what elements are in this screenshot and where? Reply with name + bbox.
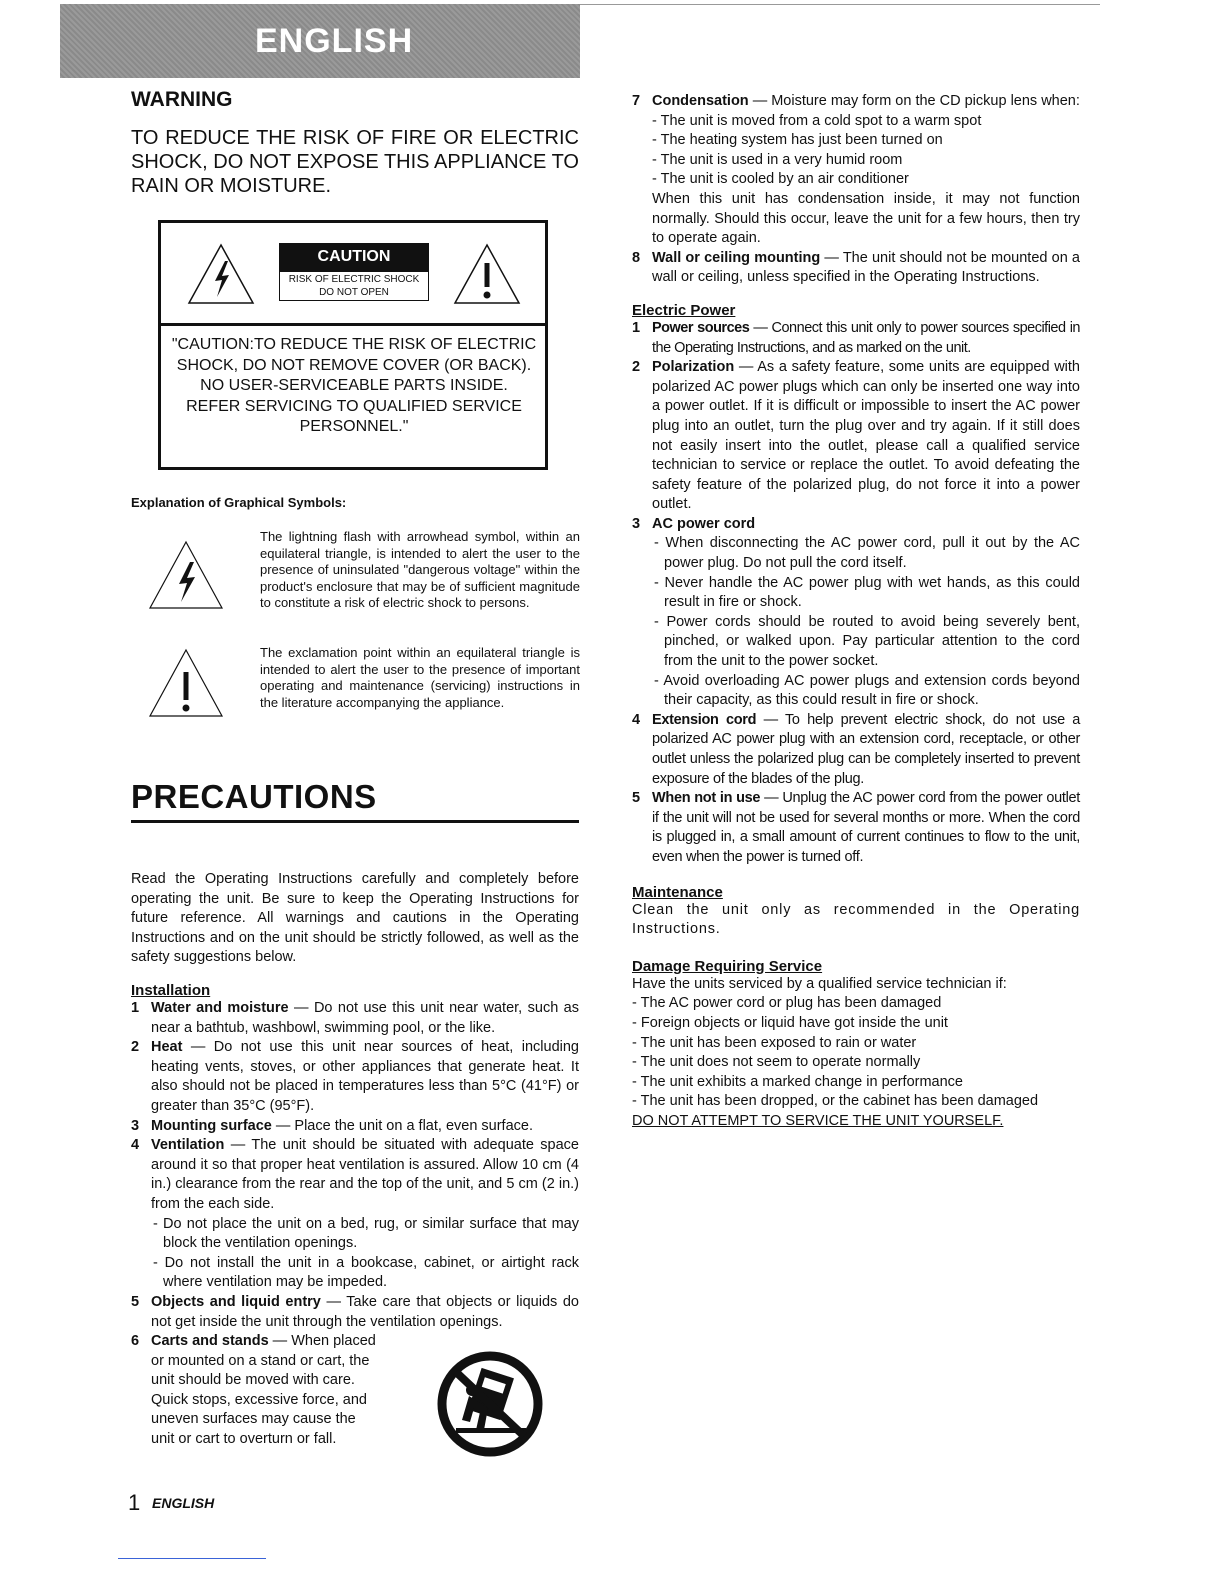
lightning-triangle-icon	[187, 243, 255, 305]
maintenance-text: Clean the unit only as recommended in the Operating Instructions.	[632, 901, 1080, 938]
footer-language-label: ENGLISH	[152, 1495, 215, 1511]
footer-rule	[118, 1558, 266, 1559]
do-not-service-notice: DO NOT ATTEMPT TO SERVICE THE UNIT YOURSELF.	[632, 1112, 1004, 1129]
item-heading: When not in use	[652, 790, 761, 807]
item-number: 8	[632, 249, 641, 266]
item-heading: Power sources	[652, 319, 750, 336]
banner-label: ENGLISH	[255, 21, 414, 60]
item-text: — Do not use this unit near water, such as near a bathtub, washbowl, swimming pool, or the like.	[151, 1000, 579, 1036]
damage-item: - The unit does not seem to operate normally	[632, 1054, 921, 1071]
item-text: — When placed or mounted on a stand or cart, the unit should be moved with care.	[151, 1333, 376, 1389]
item-number: 3	[131, 1117, 140, 1134]
condensation-bullet: - The heating system has just been turned on	[652, 132, 943, 149]
item-text: — To help prevent electric shock, do not use a polarized AC power plug with an extension cord, receptacle, or other outlet unless the polarized plug can be completely inserted to prevent exposure of the blades of the plug.	[652, 711, 1080, 787]
exclamation-explanation: The exclamation point within an equilateral triangle is intended to alert the user to the presence of important operating and maintenance (servicing) instructions in the literature accompanying the appliance.	[260, 645, 580, 710]
installation-title: Installation	[131, 982, 211, 999]
item-text: — The unit should be situated with adequate space around it so that proper heat ventilation is assured. Allow 10 cm (4 in.) clearance from the rear and the top of the unit, and 5 cm (2 in.) from the each side.	[151, 1137, 579, 1212]
install-item-6	[131, 1332, 383, 1450]
item-number: 1	[632, 319, 640, 336]
wall-mounting-item	[632, 249, 1080, 288]
item-heading: Heat	[151, 1039, 183, 1056]
install-item-4	[131, 1136, 579, 1293]
damage-item: - The unit has been exposed to rain or water	[632, 1034, 917, 1051]
item-number: 4	[632, 711, 640, 728]
exclamation-triangle-icon	[148, 648, 224, 718]
power-cord-sub: - Avoid overloading AC power plugs and extension cords beyond their capacity, as this could result in fire or shock.	[654, 672, 1080, 709]
damage-item: - The unit has been dropped, or the cabinet has been damaged	[632, 1093, 1039, 1110]
power-item-2	[632, 358, 1080, 515]
item-text: — As a safety feature, some units are equipped with polarized AC power plugs which can only be inserted one way into a power outlet. If it is difficult or impossible to insert the AC power plug into an outlet, turn the plug over and try again. If it still does not easily insert into the outlet, please call a qualified service technician to service or replace the outlet. To avoid defeating the safety feature of the polarized plug, do not force it into a power outlet.	[652, 359, 1080, 513]
power-cord-sub: - Never handle the AC power plug with wet hands, as this could result in fire or shock.	[654, 574, 1080, 611]
item-text: — Take care that objects or liquids do not get inside the unit through the ventilation openings.	[151, 1293, 579, 1330]
condensation-bullet: - The unit is moved from a cold spot to a warm spot	[652, 112, 982, 129]
lightning-triangle-icon	[148, 540, 224, 610]
item-heading: Objects and liquid entry	[151, 1293, 321, 1310]
power-item-4	[632, 711, 1080, 789]
item-number: 6	[131, 1333, 140, 1350]
damage-item: - The unit exhibits a marked change in performance	[632, 1073, 963, 1090]
caution-message: "CAUTION:TO REDUCE THE RISK OF ELECTRIC SHOCK, DO NOT REMOVE COVER (OR BACK). NO USER-SERVICEABLE PARTS INSIDE. REFER SERVICING TO QUALIFIED SERVICE PERSONNEL."	[171, 336, 537, 435]
item-text: — Do not use this unit near sources of heat, including heating vents, stoves, or other appliances that generate heat. It also should not be placed in temperatures less than 5°C (41°F) or greater than 35°C (95°F).	[151, 1039, 579, 1114]
item-number: 7	[632, 93, 641, 109]
caution-subtext	[279, 271, 429, 301]
item-number: 2	[632, 359, 641, 376]
item-number: 3	[632, 515, 641, 532]
damage-item: - The AC power cord or plug has been damaged	[632, 995, 942, 1012]
item-heading: Water and moisture	[151, 1000, 289, 1016]
ventilation-sub-2: - Do not install the unit in a bookcase, cabinet, or airtight rack where ventilation may be impeded.	[153, 1254, 579, 1291]
item-heading: AC power cord	[652, 515, 756, 532]
caution-label	[279, 243, 429, 301]
item-text: — Unplug the AC power cord from the power outlet if the unit will not be used for several months or more. When the cord is plugged in, a small amount of current continues to flow to the unit, even when the power is turned off.	[652, 790, 1080, 865]
exclamation-triangle-icon	[453, 243, 521, 305]
item-heading: Condensation	[652, 93, 749, 109]
caution-sub-line1: RISK OF ELECTRIC SHOCK	[288, 274, 420, 285]
cart-tip-over-warning-icon	[436, 1350, 544, 1458]
install-item-1	[131, 999, 579, 1038]
item-number: 4	[131, 1137, 140, 1154]
caution-heading: CAUTION	[279, 243, 429, 271]
item-number: 2	[131, 1039, 140, 1056]
item-heading: Extension cord	[652, 711, 757, 728]
maintenance-title: Maintenance	[632, 883, 723, 901]
electric-power-title: Electric Power	[632, 301, 736, 319]
install-item-3	[131, 1117, 579, 1137]
lightning-explanation: The lightning flash with arrowhead symbol, within an equilateral triangle, is intended to alert the user to the presence of uninsulated "dangerous voltage" within the product's enclosure that may be of sufficient magnitude to constitute a risk of electric shock to persons.	[260, 529, 580, 610]
right-column	[632, 92, 1080, 1132]
item-number: 5	[131, 1293, 140, 1310]
item-text: — Moisture may form on the CD pickup lens when:	[748, 93, 1080, 109]
symbols-title: Explanation of Graphical Symbols:	[131, 495, 347, 510]
page-number: 1	[128, 1490, 141, 1515]
install-item-2	[131, 1038, 579, 1116]
item-heading: Wall or ceiling mounting	[652, 249, 821, 266]
condensation-after: When this unit has condensation inside, it may not function normally. Should this occur, leave the unit for a few hours, then try to operate again.	[652, 190, 1080, 247]
power-cord-sub: - Power cords should be routed to avoid being severely bent, pinched, or walked upon. Pay particular attention to the cord from the unit to the power socket.	[654, 613, 1080, 670]
item-heading: Mounting surface	[151, 1117, 272, 1134]
damage-item: - Foreign objects or liquid have got inside the unit	[632, 1014, 948, 1031]
condensation-item	[632, 92, 1080, 249]
precautions-title: PRECAUTIONS	[131, 778, 377, 815]
power-item-5	[632, 789, 1080, 867]
warning-title: WARNING	[131, 88, 233, 111]
item-heading: Polarization	[652, 359, 735, 376]
item-heading: Carts and stands	[151, 1333, 269, 1350]
language-banner	[60, 4, 580, 78]
item-text: — Place the unit on a flat, even surface.	[271, 1117, 533, 1134]
power-cord-sub: - When disconnecting the AC power cord, pull it out by the AC power plug. Do not pull the cord itself.	[654, 535, 1080, 572]
item-heading: Ventilation	[151, 1137, 225, 1154]
precautions-rule	[131, 820, 579, 823]
condensation-bullet: - The unit is cooled by an air conditioner	[652, 171, 909, 188]
caution-box	[158, 220, 548, 470]
item-number: 1	[131, 1000, 140, 1016]
warning-text: TO REDUCE THE RISK OF FIRE OR ELECTRIC SHOCK, DO NOT EXPOSE THIS APPLIANCE TO RAIN OR MOISTURE.	[131, 127, 579, 197]
item-number: 5	[632, 790, 640, 807]
top-rule	[580, 4, 1100, 5]
precautions-intro: Read the Operating Instructions carefully and completely before operating the unit. Be sure to keep the Operating Instructions for future reference. All warnings and cautions in the Operating Instructions and on the unit should be strictly followed, as well as the safety suggestions below.	[131, 871, 579, 966]
caution-symbols-row	[161, 223, 545, 326]
caution-sub-line2: DO NOT OPEN	[319, 287, 389, 298]
install-item-5	[131, 1293, 579, 1332]
damage-intro: Have the units serviced by a qualified service technician if:	[632, 975, 1007, 992]
condensation-bullet: - The unit is used in a very humid room	[652, 151, 903, 168]
item-text: — Connect this unit only to power sources specified in the Operating Instructions, and as marked on the unit.	[652, 319, 1080, 356]
power-item-1	[632, 319, 1080, 358]
power-item-3	[632, 515, 1080, 711]
damage-title: Damage Requiring Service	[632, 957, 823, 975]
ventilation-sub-1: - Do not place the unit on a bed, rug, or similar surface that may block the ventilation openings.	[153, 1215, 579, 1252]
cart-warning-extra: Quick stops, excessive force, and uneven surfaces may cause the unit or cart to overturn or fall.	[151, 1391, 367, 1448]
item-text: — The unit should not be mounted on a wall or ceiling, unless specified in the Operating Instructions.	[652, 249, 1080, 286]
